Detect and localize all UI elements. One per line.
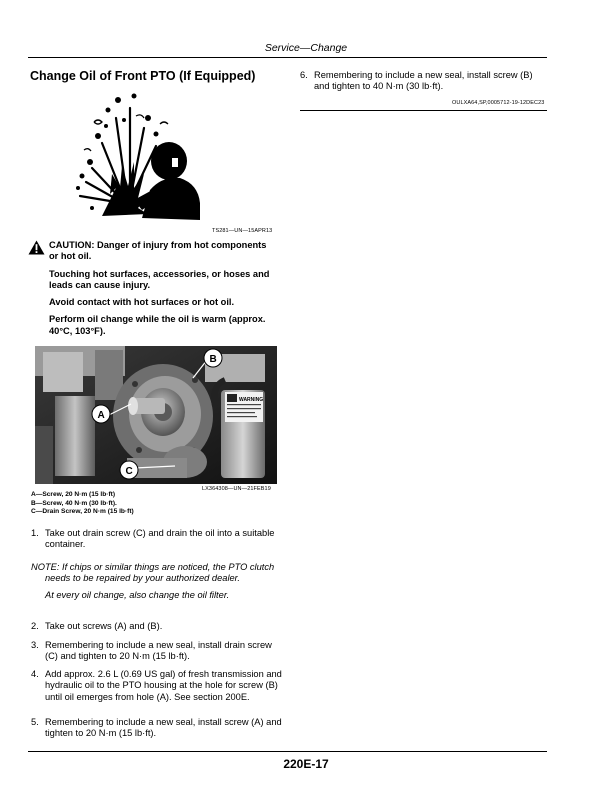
step-number: 1. [31, 528, 39, 538]
step-item [31, 640, 283, 663]
note-text: At every oil change, also change the oil filter. [45, 589, 230, 600]
explosion-warning-illustration [72, 88, 202, 224]
legend-item: B—Screw, 40 N·m (30 lb·ft). [31, 499, 117, 507]
step-number: 3. [31, 640, 39, 650]
step-text: Remembering to include a new seal, install screw (A) and tighten to 20 N·m (15 lb·ft). [45, 717, 282, 739]
figure-id: TS281—UN—15APR13 [212, 228, 273, 234]
legend-item: A—Screw, 20 N·m (15 lb·ft) [31, 491, 116, 498]
callout-c: C [125, 466, 133, 477]
step-item [31, 717, 283, 740]
caution-text: Avoid contact with hot surfaces or hot oil. [49, 297, 235, 308]
step-text: Remembering to include a new seal, install drain screw (C) and tighten to 20 N·m (15 lb·ft). [45, 640, 272, 662]
header-rule [28, 57, 547, 58]
legend-item: C—Drain Screw, 20 N·m (15 lb·ft) [31, 508, 134, 516]
section-end-rule [300, 110, 547, 111]
caution-text: CAUTION: Danger of injury from hot components or hot oil. [49, 240, 267, 262]
callout-b: B [209, 354, 217, 365]
caution-text: Touching hot surfaces, accessories, or hoses and leads can cause injury. [49, 268, 270, 290]
caution-block [28, 240, 278, 343]
step-number: 4. [31, 669, 39, 679]
note-block [31, 562, 281, 601]
note-text: NOTE: If chips or similar things are noticed, the PTO clutch needs to be repaired by your authorized dealer. [31, 562, 275, 584]
document-reference: OULXA64,SP,0005712-19-12DEC23 [452, 100, 545, 106]
page-number: 220E-17 [283, 757, 329, 771]
step-number: 6. [300, 70, 308, 80]
figure-id: LX364308—UN—21FEB19 [202, 486, 271, 492]
warning-triangle-icon [28, 240, 45, 255]
figure-legend [31, 491, 134, 517]
footer-rule [28, 751, 547, 752]
caution-text: Perform oil change while the oil is warm (approx. 40°C, 103°F). [49, 314, 266, 336]
warning-decal-text: WARNING [239, 397, 264, 403]
section-title: Change Oil of Front PTO (If Equipped) [30, 69, 256, 83]
step-item [31, 669, 283, 703]
step-text: Add approx. 2.6 L (0.69 US gal) of fresh transmission and hydraulic oil to the PTO housing at the hole for screw (B) until oil emerges from hole (A). See section 200E. [45, 669, 282, 702]
running-header: Service—Change [264, 42, 348, 54]
step-text: Take out drain screw (C) and drain the oil into a suitable container. [45, 528, 275, 550]
step-number: 2. [31, 621, 39, 631]
step-text: Take out screws (A) and (B). [45, 621, 163, 631]
step-text: Remembering to include a new seal, install screw (B) and tighten to 40 N·m (30 lb·ft). [314, 70, 533, 92]
step-item [300, 70, 550, 93]
callout-a: A [97, 410, 105, 421]
step-number: 5. [31, 717, 39, 727]
pto-photo [35, 346, 277, 484]
step-item [31, 621, 283, 632]
step-item [31, 528, 283, 551]
